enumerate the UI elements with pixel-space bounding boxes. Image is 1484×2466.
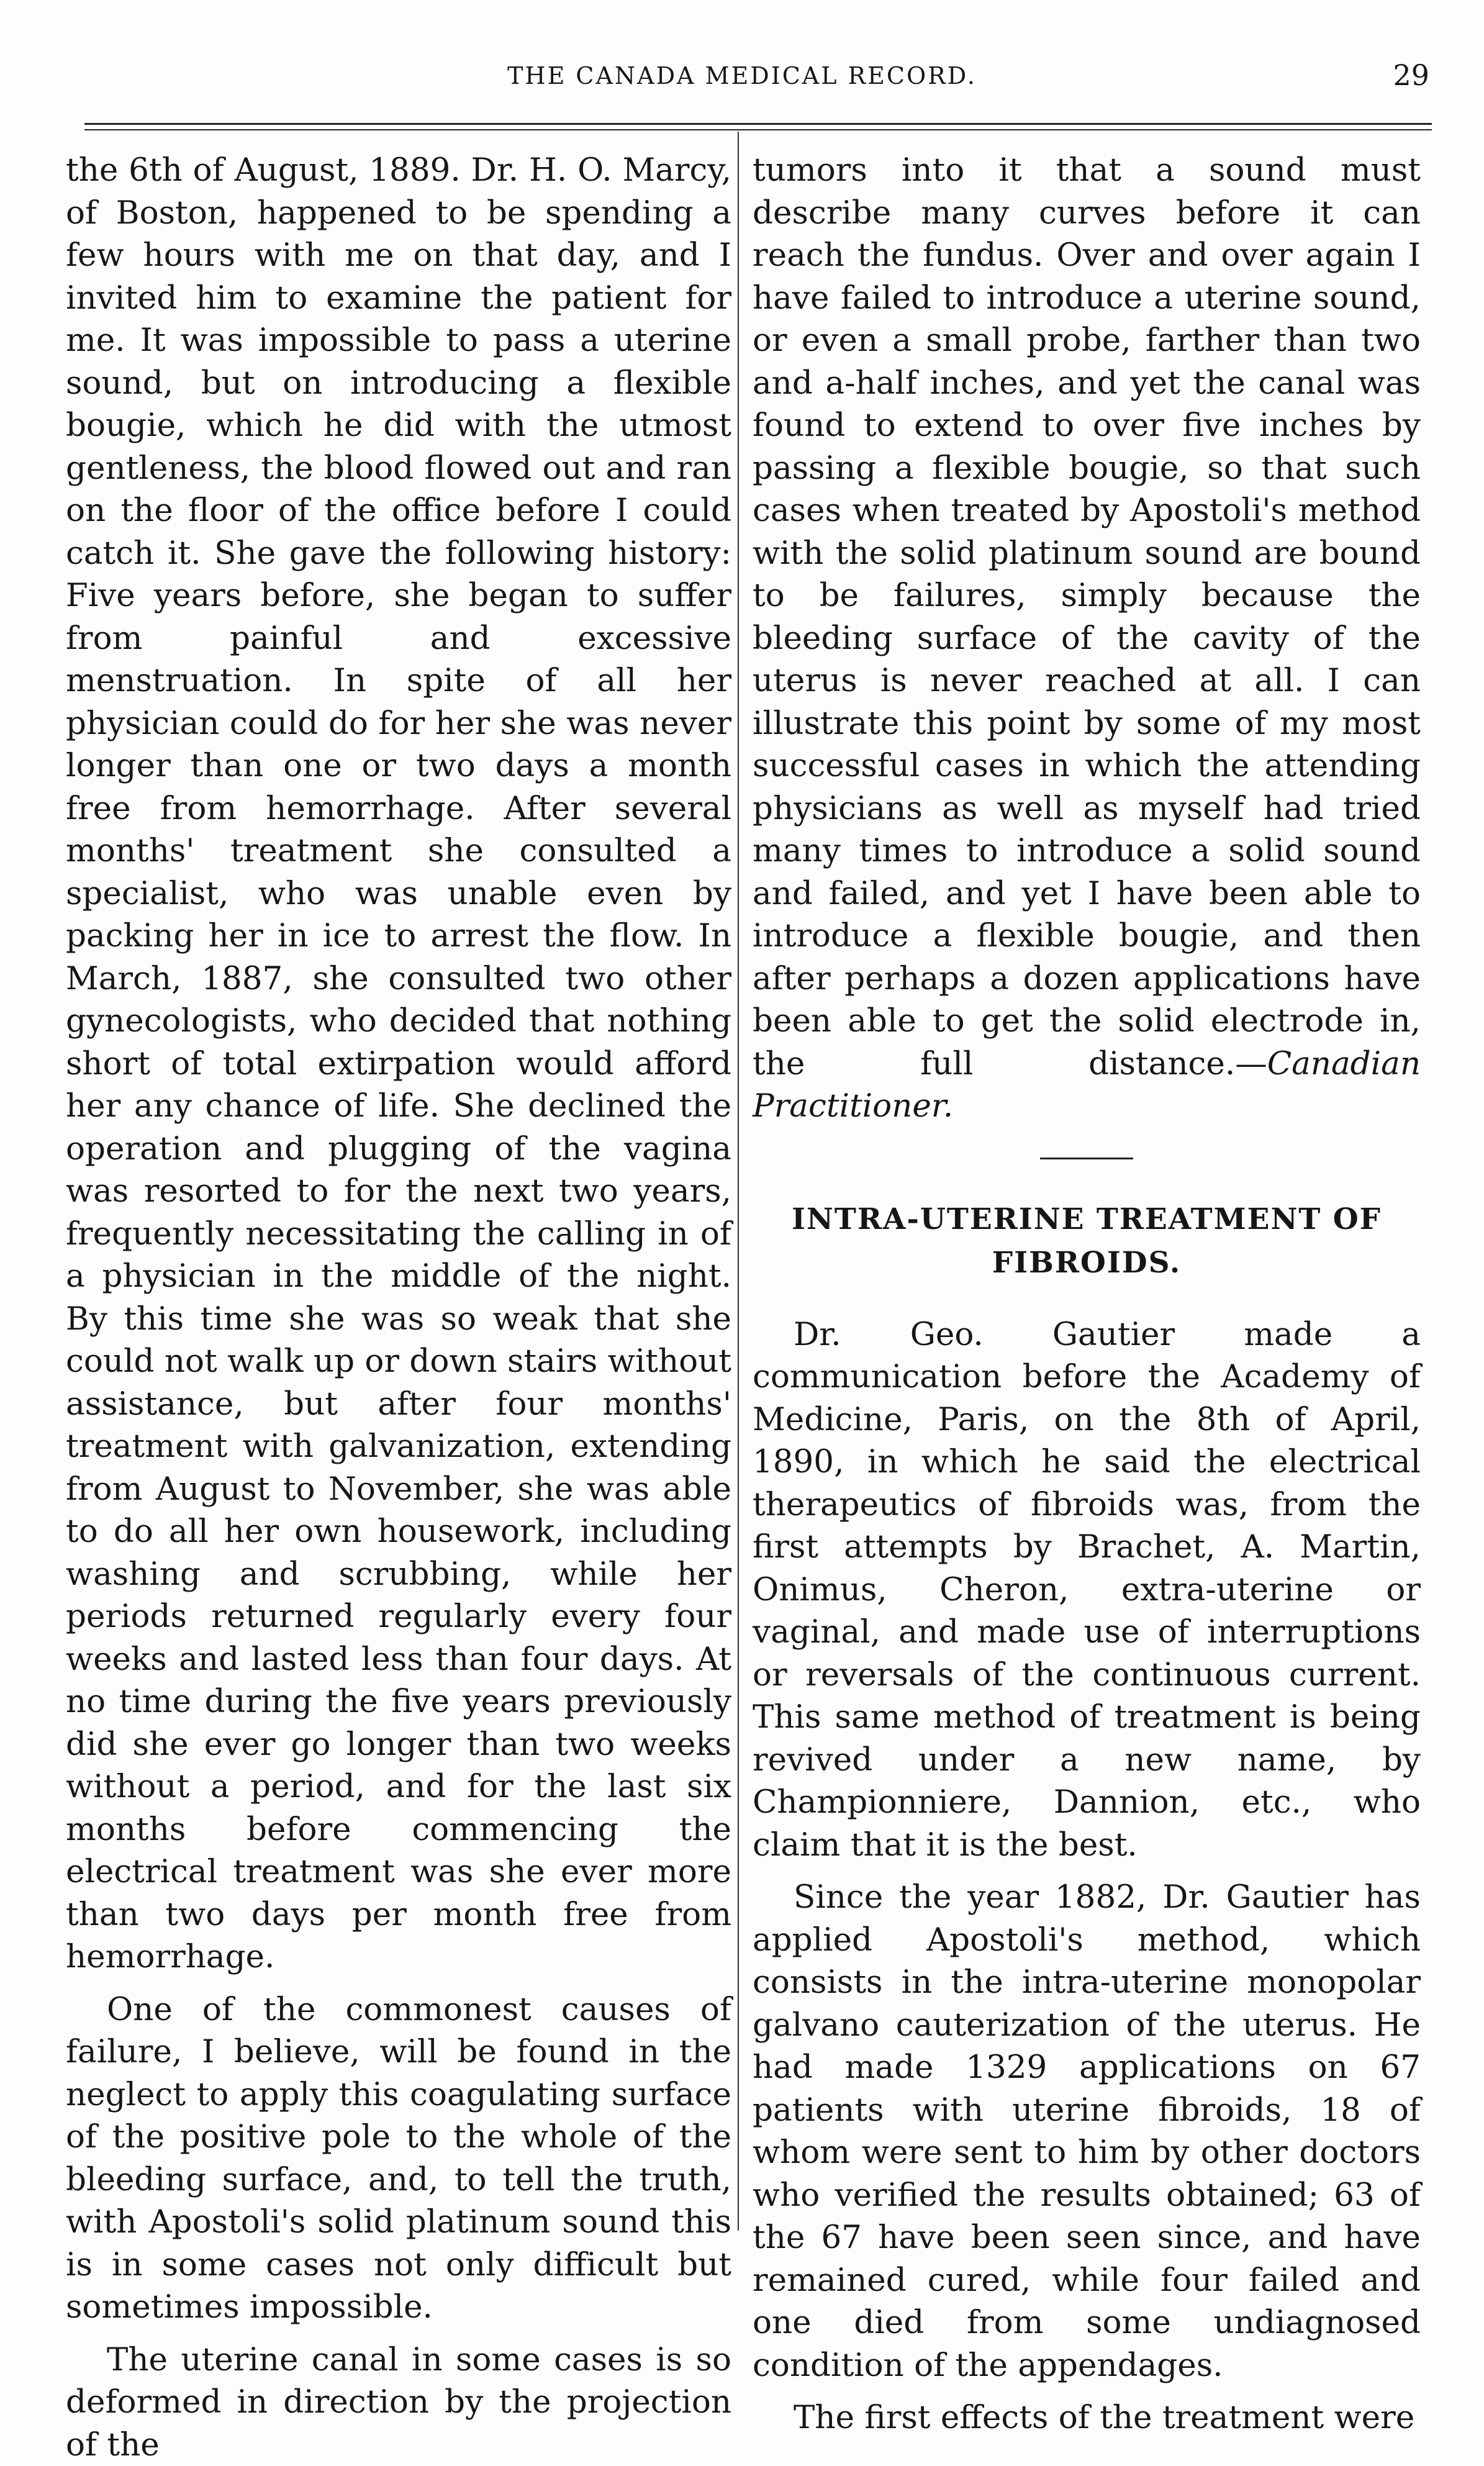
continued-text: tumors into it that a sound must describe many curves before it can reach the fundus. Over and over again I have failed to introduce a uterine sound, or even a small probe, farther than two and a-half inches, and yet the canal was found to extend to over five inches by passing a flexible bougie, so that such cases when treated by Apostoli's method with the solid platinum sound are bound to be failures, simply because the bleeding surface of the cavity of the uterus is never reached at all. I can illustrate this point by some of my most successful cases in which the attending physicians as well as myself had tried many times to introduce a solid sound and failed, and yet I have been able to introduce a flexible bougie, and then after perhaps a dozen applications have been able to get the solid electrode in, the full distance.— (753, 152, 1421, 1082)
header-rule (84, 123, 1432, 125)
article-paragraph: The first effects of the treatment were (753, 2396, 1421, 2439)
journal-title: THE CANADA MEDICAL RECORD. (0, 62, 1484, 89)
article-paragraph: One of the commonest causes of failure, I believe, will be found in the neglect to apply this coagulating surface of the positive pole to the whole of the bleeding surface, and, to tell the truth, with Apostoli's solid platinum sound this is in some cases not only difficult but sometimes impossible. (66, 1988, 731, 2329)
column-divider (738, 132, 739, 2231)
page-number: 29 (1393, 58, 1429, 92)
article-paragraph-continued (753, 149, 1421, 1128)
left-column (66, 149, 731, 2466)
section-heading-line: FIBROIDS. (753, 1241, 1421, 1285)
article-paragraph: Since the year 1882, Dr. Gautier has applied Apostoli's method, which consists in the intra-uterine monopolar galvano cauterization of the uterus. He had made 1329 applications on 67 patients with uterine fibroids, 18 of whom were sent to him by other doctors who verified the results obtained; 63 of the 67 have been seen since, and have remained cured, while four failed and one died from some undiagnosed condition of the appendages. (753, 1876, 1421, 2387)
article-paragraph: The uterine canal in some cases is so deformed in direction by the projection of the (66, 2339, 731, 2466)
section-heading-line: INTRA-UTERINE TREATMENT OF (753, 1198, 1421, 1241)
source-citation: Canadian Practitioner. (753, 1045, 1421, 1125)
right-column (753, 149, 1421, 2439)
page-header (0, 0, 1484, 124)
article-paragraph: the 6th of August, 1889. Dr. H. O. Marcy, of Boston, happened to be spending a few hours with me on that day, and I invited him to examine the patient for me. It was impossible to pass a uterine sound, but on introducing a flexible bougie, which he did with the utmost gentleness, the blood flowed out and ran on the floor of the office before I could catch it. She gave the following history: Five years before, she began to suffer from painful and excessive menstruation. In spite of all her physician could do for her she was never longer than one or two days a month free from hemorrhage. After several months' treatment she consulted a specialist, who was unable even by packing her in ice to arrest the flow. In March, 1887, she consulted two other gynecologists, who decided that nothing short of total extirpation would afford her any chance of life. She declined the operation and plugging of the vagina was resorted to for the next two years, frequently necessitating the calling in of a physician in the middle of the night. By this time she was so weak that she could not walk up or down stairs without assistance, but after four months' treatment with galvanization, extending from August to November, she was able to do all her own housework, including washing and scrubbing, while her periods returned regularly every four weeks and lasted less than four days. At no time during the five years previously did she ever go longer than two weeks without a period, and for the last six months before commencing the electrical treatment was she ever more than two days per month free from hemorrhage. (66, 149, 731, 1979)
header-rule-secondary (84, 129, 1432, 130)
section-divider (1040, 1158, 1133, 1159)
section-heading (753, 1198, 1421, 1285)
article-paragraph: Dr. Geo. Gautier made a communication before the Academy of Medicine, Paris, on the 8th of April, 1890, in which he said the electrical therapeutics of fibroids was, from the first attempts by Brachet, A. Martin, Onimus, Cheron, extra-uterine or vaginal, and made use of interruptions or reversals of the continuous current. This same method of treatment is being revived under a new name, by Championniere, Dannion, etc., who claim that it is the best. (753, 1313, 1421, 1867)
